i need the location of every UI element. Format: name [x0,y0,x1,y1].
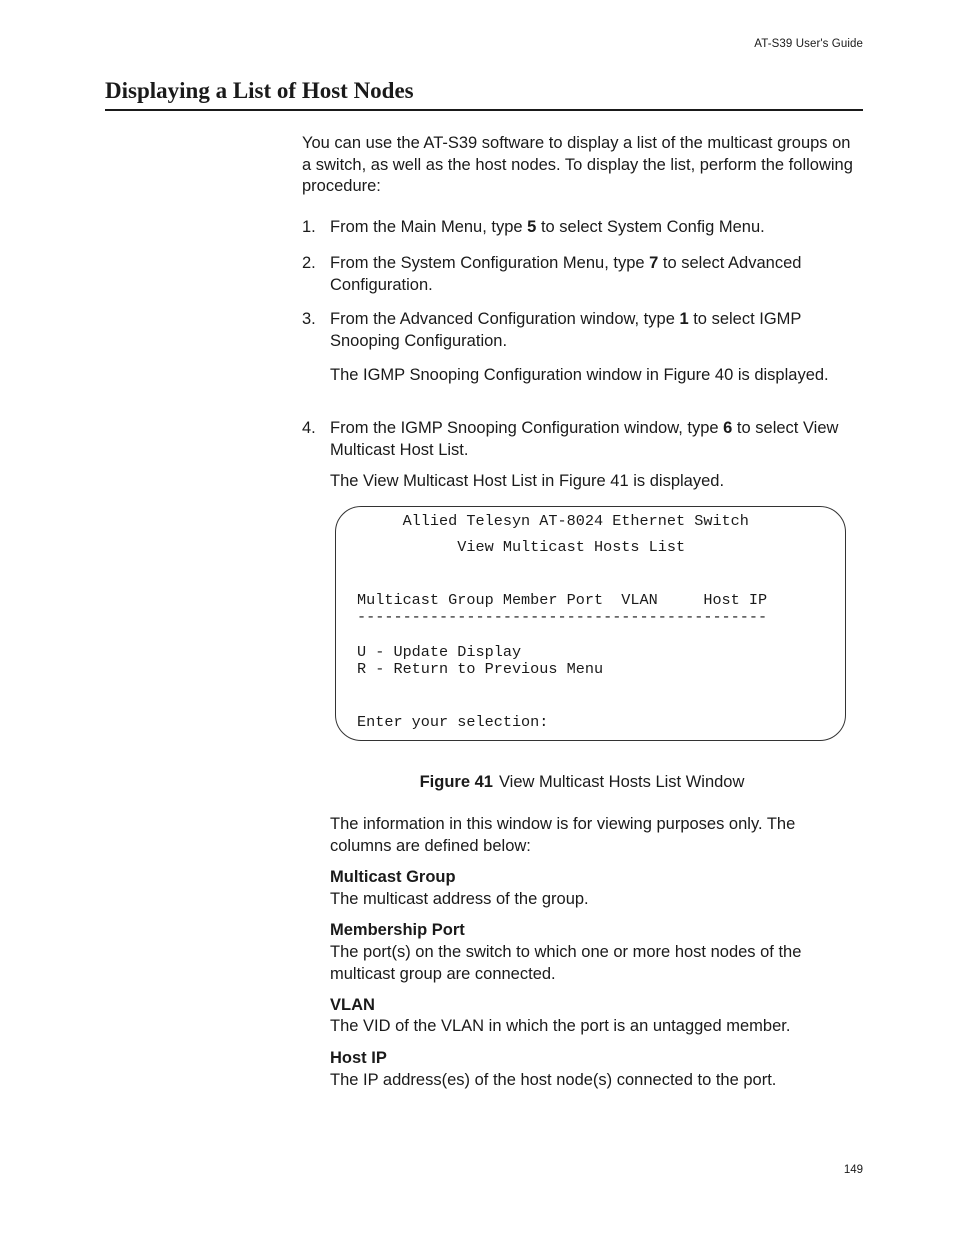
definition-desc: The IP address(es) of the host node(s) connected to the port. [330,1071,777,1089]
step-4-note: The View Multicast Host List in Figure 41 is displayed. [330,472,725,490]
step-key: 6 [723,419,733,437]
step-number: 3. [302,310,316,328]
terminal-line: Multicast Group Member Port VLAN Host IP [357,591,768,609]
definition-desc: The port(s) on the switch to which one or more host nodes of the multicast group are connected. [330,943,802,983]
terminal-line: --------------------------------------------- [357,608,768,626]
step-key: 5 [527,218,537,236]
step-3-note: The IGMP Snooping Configuration window in Figure 40 is displayed. [330,366,829,384]
definition-term: Multicast Group [330,868,456,886]
title-underline [105,109,863,111]
terminal-line: Allied Telesyn AT-8024 Ethernet Switch [357,512,749,530]
figure-label: Figure 41 [419,773,493,791]
terminal-line: U - Update Display [357,643,522,661]
definition-desc: The VID of the VLAN in which the port is an untagged member. [330,1017,791,1035]
info-paragraph: The information in this window is for viewing purposes only. The columns are defined below: [330,815,796,855]
page-number: 149 [843,1164,863,1176]
step-text: From the Advanced Configuration window, type 1 to select IGMP Snooping Configuration. [330,310,802,350]
step-number: 2. [302,254,316,272]
step-text: From the Main Menu, type 5 to select System Config Menu. [330,218,765,236]
definition-desc: The multicast address of the group. [330,890,589,908]
terminal-line: R - Return to Previous Menu [357,660,604,678]
step-number: 1. [302,218,316,236]
definition-term: Membership Port [330,921,465,939]
step-key: 1 [679,310,689,328]
intro-paragraph: You can use the AT-S39 software to display a list of the multicast groups on a switch, as well as the host nodes. To display the list, perform the following procedure: [302,134,853,195]
step-text: From the System Configuration Menu, type 7 to select Advanced Configuration. [330,254,802,294]
terminal-line: Enter your selection: [357,713,549,731]
definition-term: VLAN [330,996,375,1014]
step-number: 4. [302,419,316,437]
figure-caption-text: View Multicast Hosts List Window [498,773,745,791]
step-key: 7 [649,254,659,272]
definition-term: Host IP [330,1049,387,1067]
running-header: AT-S39 User's Guide [754,38,863,50]
step-text: From the IGMP Snooping Configuration window, type 6 to select View Multicast Host List. [330,419,839,459]
terminal-line: View Multicast Hosts List [357,538,686,556]
section-title: Displaying a List of Host Nodes [105,78,414,103]
figure-caption [302,773,862,792]
